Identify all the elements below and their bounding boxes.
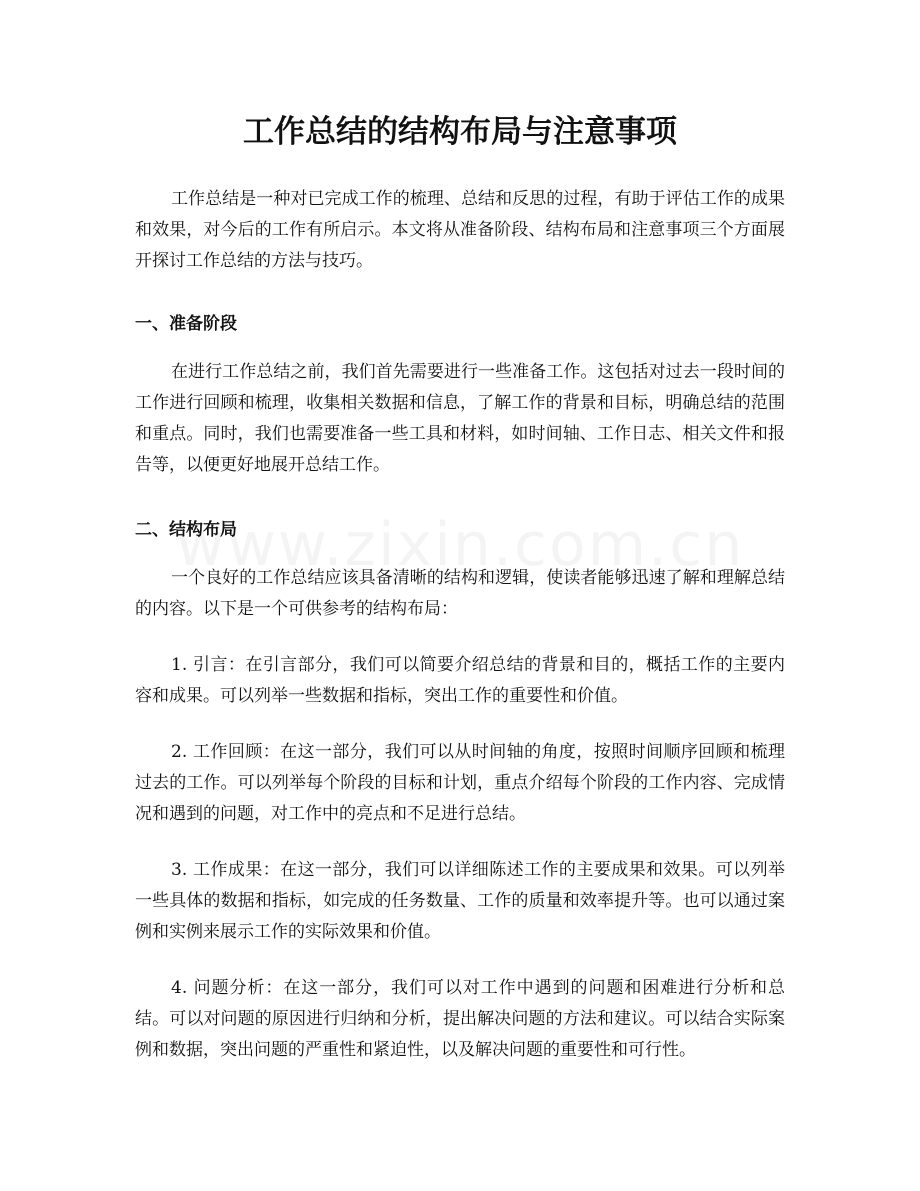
structure-item-review: 2. 工作回顾：在这一部分，我们可以从时间轴的角度，按照时间顺序回顾和梳理过去的工作。可以列举每个阶段的目标和计划，重点介绍每个阶段的工作内容、完成情况和遇到的问题，对工作中的亮点和不足进行总结。 [135, 742, 785, 824]
structure-item-introduction: 1. 引言：在引言部分，我们可以简要介绍总结的背景和目的，概括工作的主要内容和成果。可以列举一些数据和指标，突出工作的重要性和价值。 [135, 655, 785, 706]
intro-paragraph: 工作总结是一种对已完成工作的梳理、总结和反思的过程，有助于评估工作的成果和效果，对今后的工作有所启示。本文将从准备阶段、结构布局和注意事项三个方面展开探讨工作总结的方法与技巧。 [135, 189, 785, 271]
section-heading-preparation: 一、准备阶段 [135, 314, 237, 334]
structure-item-results: 3. 工作成果：在这一部分，我们可以详细陈述工作的主要成果和效果。可以列举一些具体的数据和指标，如完成的任务数量、工作的质量和效率提升等。也可以通过案例和实例来展示工作的实际效果和价值。 [135, 860, 785, 942]
preparation-paragraph: 在进行工作总结之前，我们首先需要进行一些准备工作。这包括对过去一段时间的工作进行回顾和梳理，收集相关数据和信息，了解工作的背景和目标，明确总结的范围和重点。同时，我们也需要准备一些工具和材料，如时间轴、工作日志、相关文件和报告等，以便更好地展开总结工作。 [135, 362, 785, 475]
document-title: 工作总结的结构布局与注意事项 [243, 114, 677, 150]
structure-item-problem-analysis: 4. 问题分析：在这一部分，我们可以对工作中遇到的问题和困难进行分析和总结。可以对问题的原因进行归纳和分析，提出解决问题的方法和建议。可以结合实际案例和数据，突出问题的严重性和紧迫性，以及解决问题的重要性和可行性。 [135, 978, 785, 1060]
structure-intro-paragraph: 一个良好的工作总结应该具备清晰的结构和逻辑，使读者能够迅速了解和理解总结的内容。以下是一个可供参考的结构布局： [135, 568, 785, 619]
section-heading-structure: 二、结构布局 [135, 520, 237, 540]
